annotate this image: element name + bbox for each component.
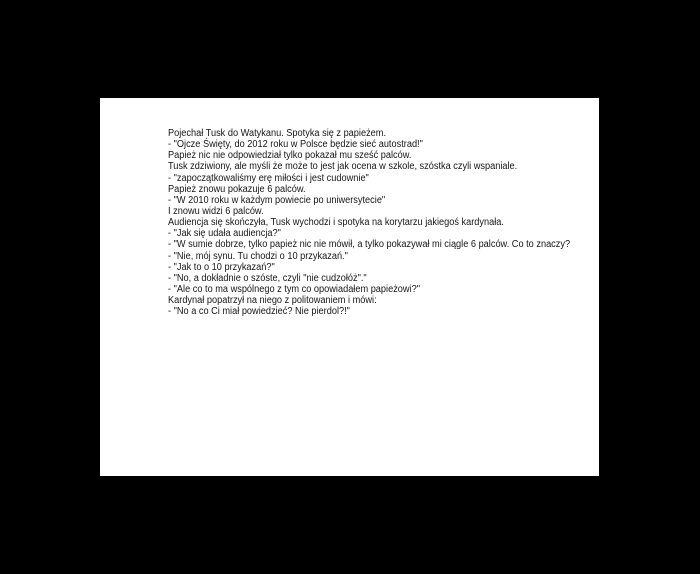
joke-line: Papież znowu pokazuje 6 palców. xyxy=(168,183,306,195)
joke-line: Tusk zdziwiony, ale myśli że może to jest jak ocena w szkole, szóstka czyli wspaniale. xyxy=(168,161,518,173)
joke-line: - "Ale co to ma wspólnego z tym co opowiadałem papieżowi?" xyxy=(168,283,420,295)
joke-line: - "Jak to o 10 przykazań?" xyxy=(168,261,275,273)
joke-text-block xyxy=(168,128,570,317)
joke-line: - "zapoczątkowaliśmy erę miłości i jest cudownie" xyxy=(168,172,369,184)
joke-image-panel xyxy=(100,98,599,476)
joke-line: - "Ojcze Święty, do 2012 roku w Polsce będzie sieć autostrad!" xyxy=(168,139,423,151)
joke-line: Papież nic nie odpowiedział tylko pokazał mu sześć palców. xyxy=(168,150,412,162)
joke-line: - "No a co Ci miał powiedzieć? Nie pierdol?!" xyxy=(168,306,350,318)
joke-line: - "No, a dokładnie o szóste, czyli "nie cudzołóż"." xyxy=(168,272,367,284)
joke-line: - "Nie, mój synu. Tu chodzi o 10 przykazań." xyxy=(168,250,348,262)
joke-line: - "Jak się udała audiencja?" xyxy=(168,228,281,240)
joke-line: Audiencja się skończyła, Tusk wychodzi i spotyka na korytarzu jakiegoś kardynała. xyxy=(168,217,504,229)
joke-line: - "W 2010 roku w każdym powiecie po uniwersytecie" xyxy=(168,194,386,206)
joke-line: Pojechał Tusk do Watykanu. Spotyka się z papieżem. xyxy=(168,128,387,139)
joke-line: - "W sumie dobrze, tylko papież nic nie mówił, a tylko pokazywał mi ciągle 6 palców. Co to znaczy? xyxy=(168,239,571,251)
joke-line: I znowu widzi 6 palców. xyxy=(168,205,264,217)
joke-line: Kardynał popatrzył na niego z politowaniem i mówi: xyxy=(168,295,377,307)
